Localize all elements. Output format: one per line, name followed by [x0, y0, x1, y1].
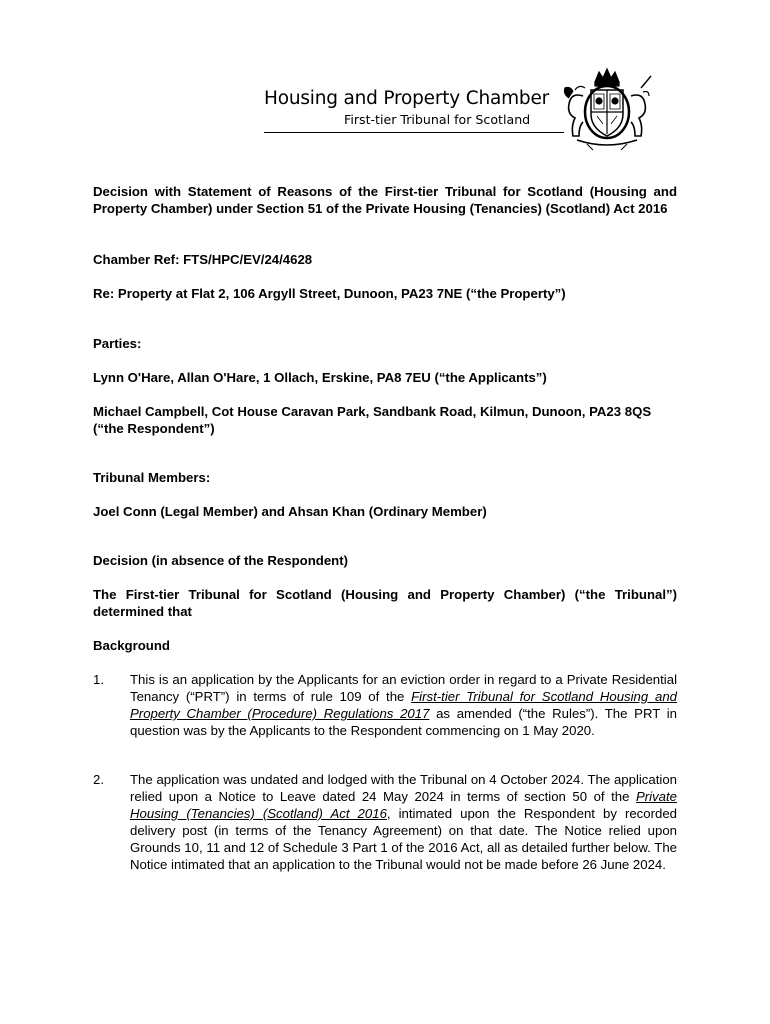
background-heading: Background: [93, 638, 170, 653]
paragraph-text: The application was undated and lodged with the Tribunal on 4 October 2024. The application relied upon a Notice to Leave dated 24 May 2024 in terms of section 50 of the: [130, 772, 677, 804]
decision-subheading: Decision (in absence of the Respondent): [93, 553, 348, 568]
tribunal-subtitle: First-tier Tribunal for Scotland: [344, 112, 531, 127]
paragraph-body: [130, 671, 677, 739]
respondent-party: Michael Campbell, Cot House Caravan Park, Sandbank Road, Kilmun, Dunoon, PA23 8QS (“the Respondent”): [93, 404, 652, 436]
paragraph-body: [130, 771, 677, 873]
applicants-party: Lynn O'Hare, Allan O'Hare, 1 Ollach, Erskine, PA8 7EU (“the Applicants”): [93, 370, 547, 385]
paragraph-1: [93, 671, 677, 739]
decision-heading: Decision with Statement of Reasons of the First-tier Tribunal for Scotland (Housing and Property Chamber) under Section 51 of the Private Housing (Tenancies) (Scotland) Act 2016: [93, 184, 677, 216]
tribunal-members-heading: Tribunal Members:: [93, 470, 211, 485]
chamber-title: Housing and Property Chamber: [264, 88, 550, 109]
royal-coat-of-arms-icon: [557, 66, 657, 152]
decision-statement: The First-tier Tribunal for Scotland (Housing and Property Chamber) (“the Tribunal”) determined that: [93, 587, 677, 619]
letterhead: [264, 88, 554, 127]
chamber-reference: Chamber Ref: FTS/HPC/EV/24/4628: [93, 252, 313, 267]
paragraph-2: [93, 771, 677, 873]
paragraph-text: This is an application by the Applicants for an eviction order in regard to a Private Residential Tenancy (“PRT”) in terms of rule 109 of the: [130, 672, 677, 704]
procedure-regulations-citation: First-tier Tribunal for Scotland Housing and Property Chamber (Procedure) Regulations 2017: [130, 689, 677, 721]
paragraph-number: 2.: [93, 772, 104, 787]
paragraph-text: , intimated upon the Respondent by recorded delivery post (in terms of the Tenancy Agreement) on that date. The Notice relied upon Grounds 10, 11 and 12 of Schedule 3 Part 1 of the 2016 Act, all as detailed further below. The Notice intimated that an application to the Tribunal would not be made before 26 June 2024.: [130, 806, 677, 872]
parties-heading: Parties:: [93, 336, 142, 351]
tribunal-members: Joel Conn (Legal Member) and Ahsan Khan (Ordinary Member): [93, 504, 487, 519]
property-reference: Re: Property at Flat 2, 106 Argyll Street, Dunoon, PA23 7NE (“the Property”): [93, 286, 566, 301]
header-rule: [264, 132, 564, 133]
act-citation: Private Housing (Tenancies) (Scotland) Act 2016: [130, 789, 677, 821]
paragraph-number: 1.: [93, 672, 104, 687]
paragraph-text: as amended (“the Rules”). The PRT in question was by the Applicants to the Respondent commencing on 1 May 2020.: [130, 706, 677, 738]
